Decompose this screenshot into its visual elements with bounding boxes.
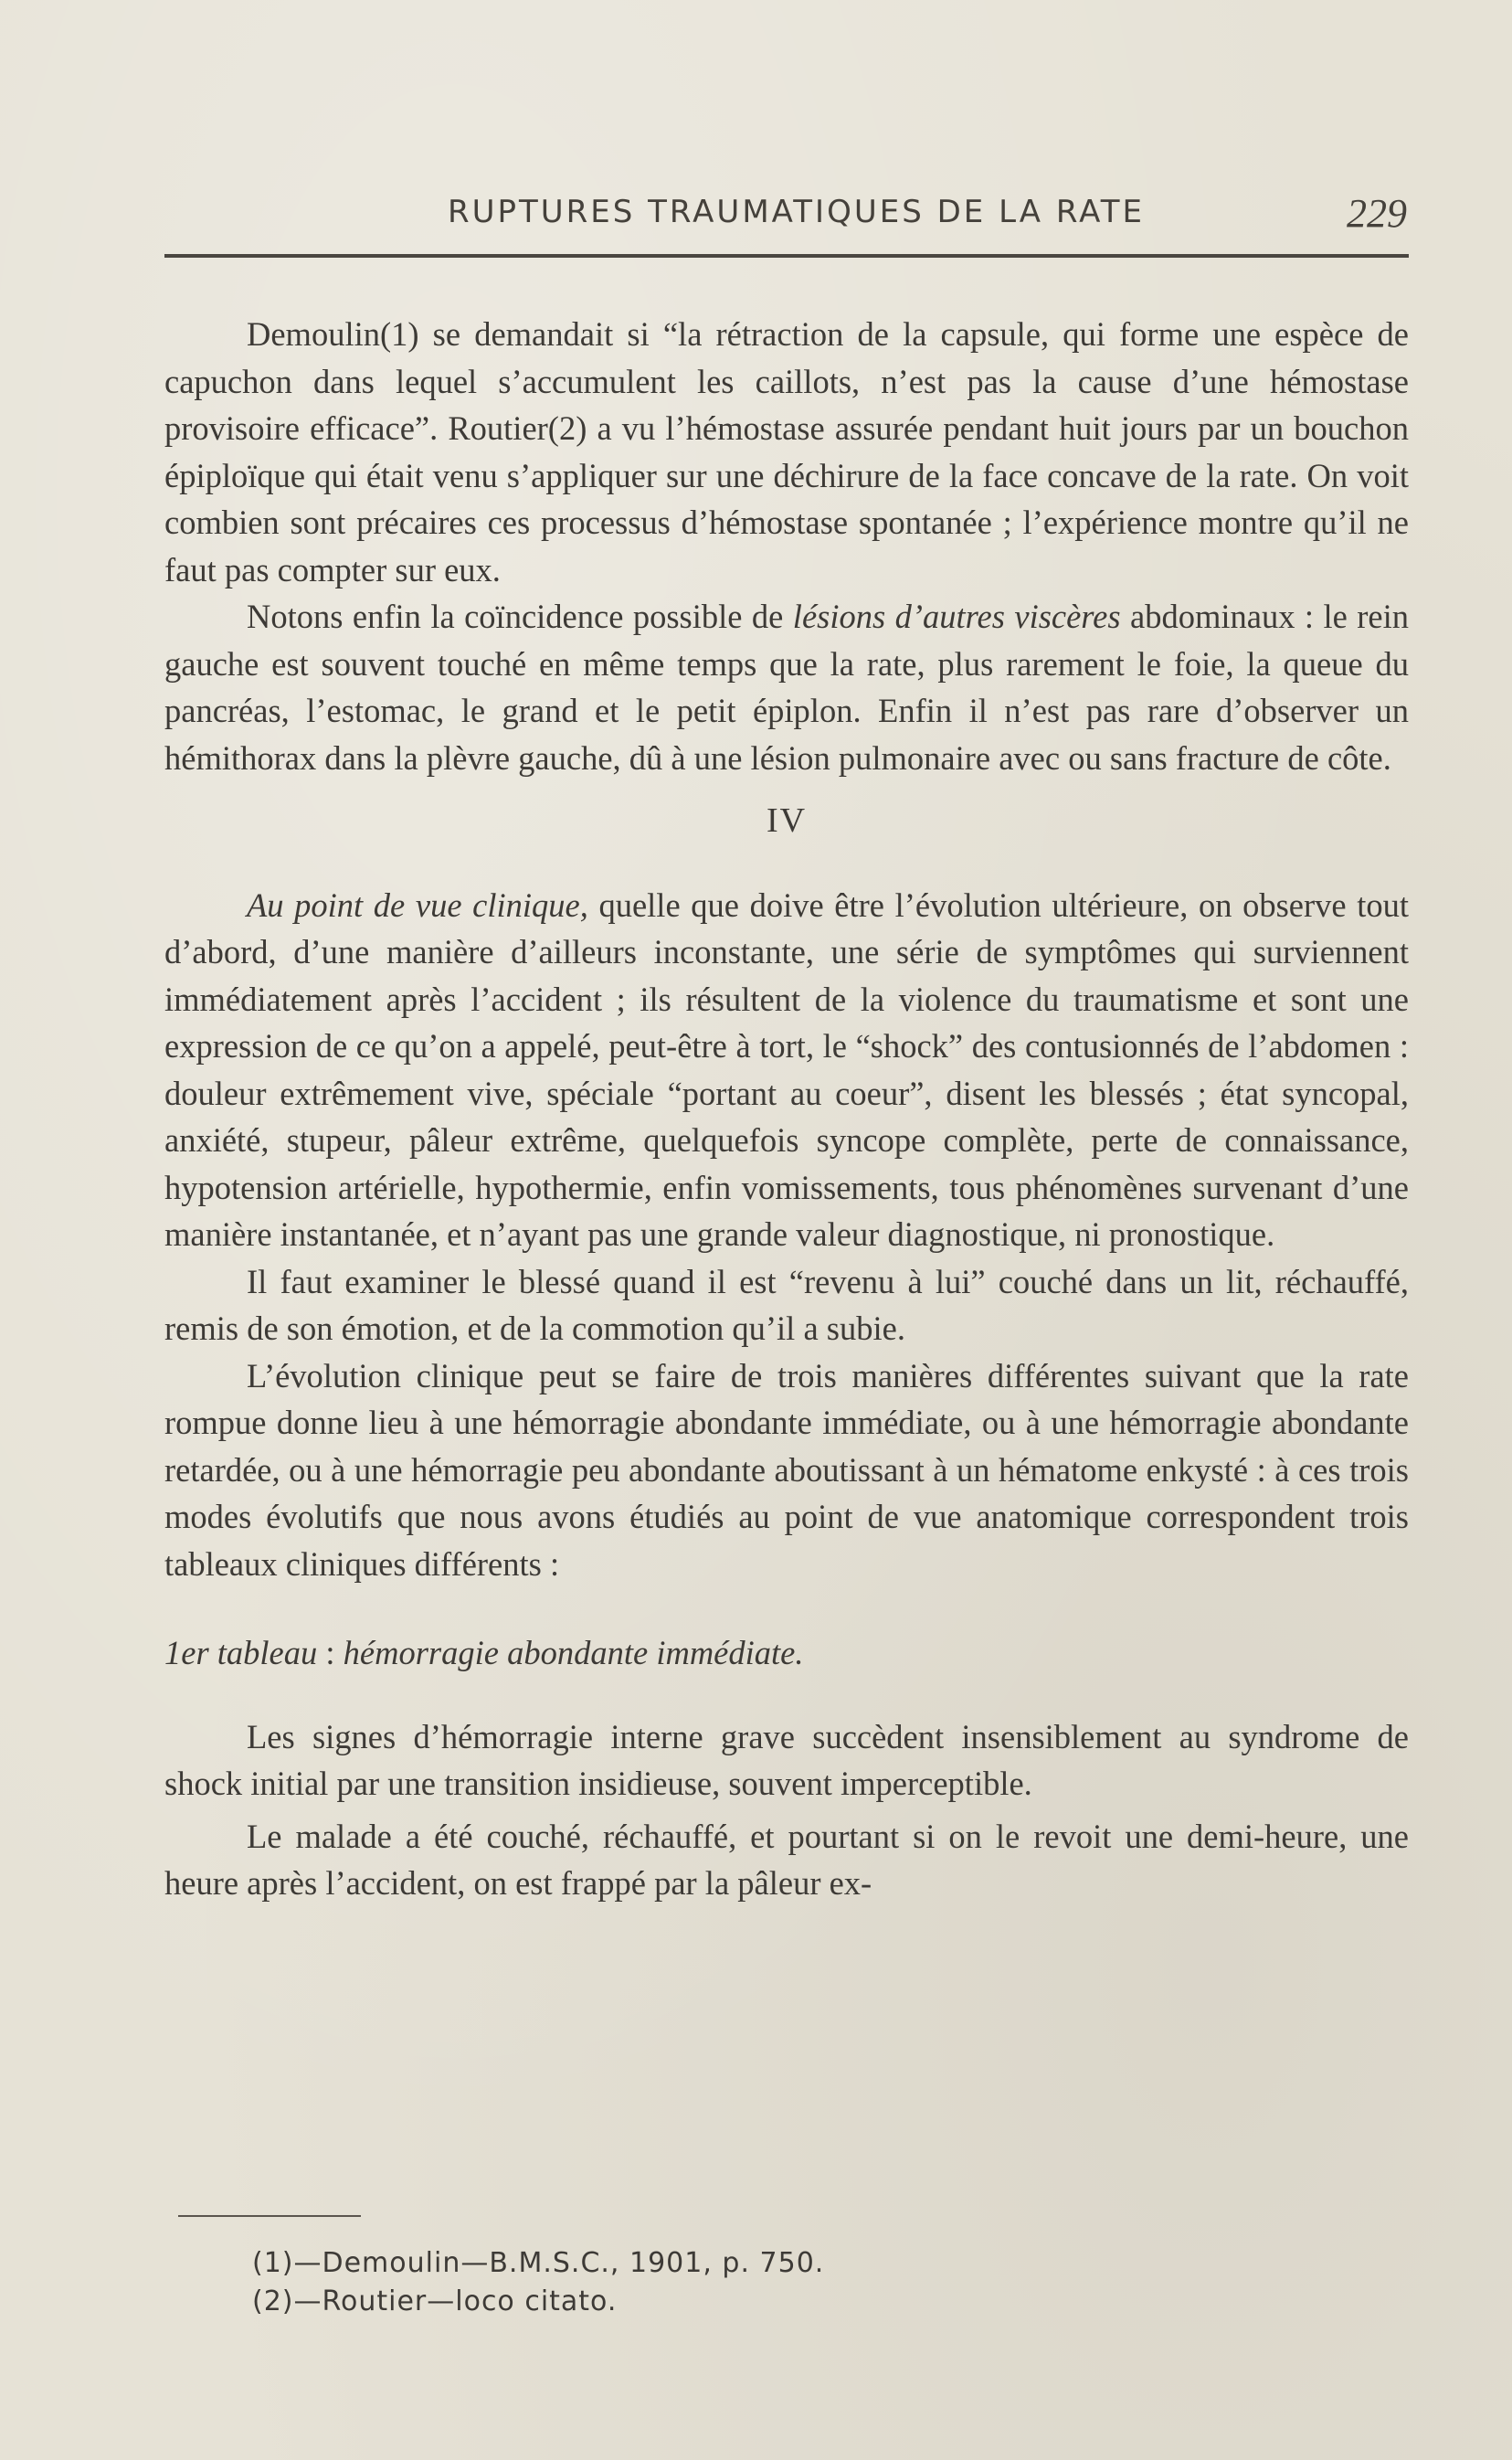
paragraph-4: Il faut examiner le blessé quand il est “revenu à lui” couché dans un lit, réchauffé, remis de son émotion, et de la commotion qu’il a subie. — [164, 1262, 1409, 1347]
paragraph-6: Les signes d’hémorragie interne grave succèdent insensiblement au syndrome de shock initial par une transition insidieuse, souvent imperceptible. — [164, 1717, 1409, 1802]
paragraph-5: L’évolution clinique peut se faire de trois manières différentes suivant que la rate rompue donne lieu à une hémorragie abondante immédiate, ou à une hémorragie abondante retardée, ou à une hémorragie peu abondante aboutissant à un hématome enkysté : à ces trois modes évolutifs que nous avons étudiés au point de vue anatomique correspondent trois tableaux cliniques différents : — [164, 1356, 1409, 1583]
header-rule — [164, 254, 1409, 258]
section-numeral: IV — [766, 801, 808, 840]
footnotes — [252, 2244, 824, 2321]
page-number: 229 — [1347, 191, 1407, 236]
running-title: RUPTURES TRAUMATIQUES DE LA RATE — [448, 194, 1145, 230]
paragraph-3 — [164, 882, 1409, 1258]
paragraph-2-end: abdominaux : le rein gauche est souvent touché en même temps que la rate, plus rarement le foie, la queue du pancréas, l’estomac, le grand et le petit épiplon. Enfin il n’est pas rare d’observer un hémithorax dans la plèvre gauche, dû à une lésion pulmonaire avec ou sans fracture de côte. — [164, 598, 1409, 777]
paragraph-3-emphasis: Au point de vue clinique, — [247, 885, 588, 924]
subsection-label: 1er tableau — [164, 1634, 318, 1671]
main-text — [164, 311, 1409, 1907]
page-header — [164, 191, 1407, 249]
subsection-separator: : — [317, 1634, 344, 1671]
footnote-1: (1)—Demoulin—B.M.S.C., 1901, p. 750. — [252, 2247, 825, 2279]
paragraph-2 — [164, 593, 1409, 781]
footnote-rule — [178, 2215, 361, 2217]
paragraph-7: Le malade a été couché, réchauffé, et pourtant si on le revoit une demi-heure, une heure après l’accident, on est frappé par la pâleur ex- — [164, 1817, 1409, 1902]
footnote-2: (2)—Routier—loco citato. — [252, 2285, 618, 2317]
paragraph-2-emphasis: lésions d’autres viscères — [792, 598, 1121, 635]
subsection-heading — [164, 1629, 1409, 1677]
subsection-title: hémorragie abondante immédiate. — [343, 1634, 804, 1671]
paragraph-3-rest: quelle que doive être l’évolution ultérieure, on observe tout d’abord, d’une manière d’ailleurs inconstante, une série de symptômes qui surviennent immédiatement après l’accident ; ils résultent de la violence du traumatisme et sont une expression de ce qu’on a appelé, peut-être à tort, le “shock” des contusionnés de l’abdomen : douleur extrêmement vive, spéciale “portant au coeur”, disent les blessés ; état syncopal, anxiété, stupeur, pâleur extrême, quelquefois syncope complète, perte de connaissance, hypotension artérielle, hypothermie, enfin vomissements, tous phénomènes survenant d’une manière instantanée, et n’ayant pas une grande valeur diagnostique, ni pronostique. — [164, 885, 1409, 1253]
paragraph-2-start: Notons enfin la coïncidence possible de — [247, 598, 793, 635]
paragraph-1: Demoulin(1) se demandait si “la rétraction de la capsule, qui forme une espèce de capuchon dans lequel s’accumulent les caillots, n’est pas la cause d’une hémostase provisoire efficace”. Routier(2) a vu l’hémostase assurée pendant huit jours par un bouchon épiploïque qui était venu s’appliquer sur une déchirure de la face concave de la rate. On voit combien sont précaires ces processus d’hémostase spontanée ; l’expérience montre qu’il ne faut pas compter sur eux. — [164, 315, 1409, 588]
